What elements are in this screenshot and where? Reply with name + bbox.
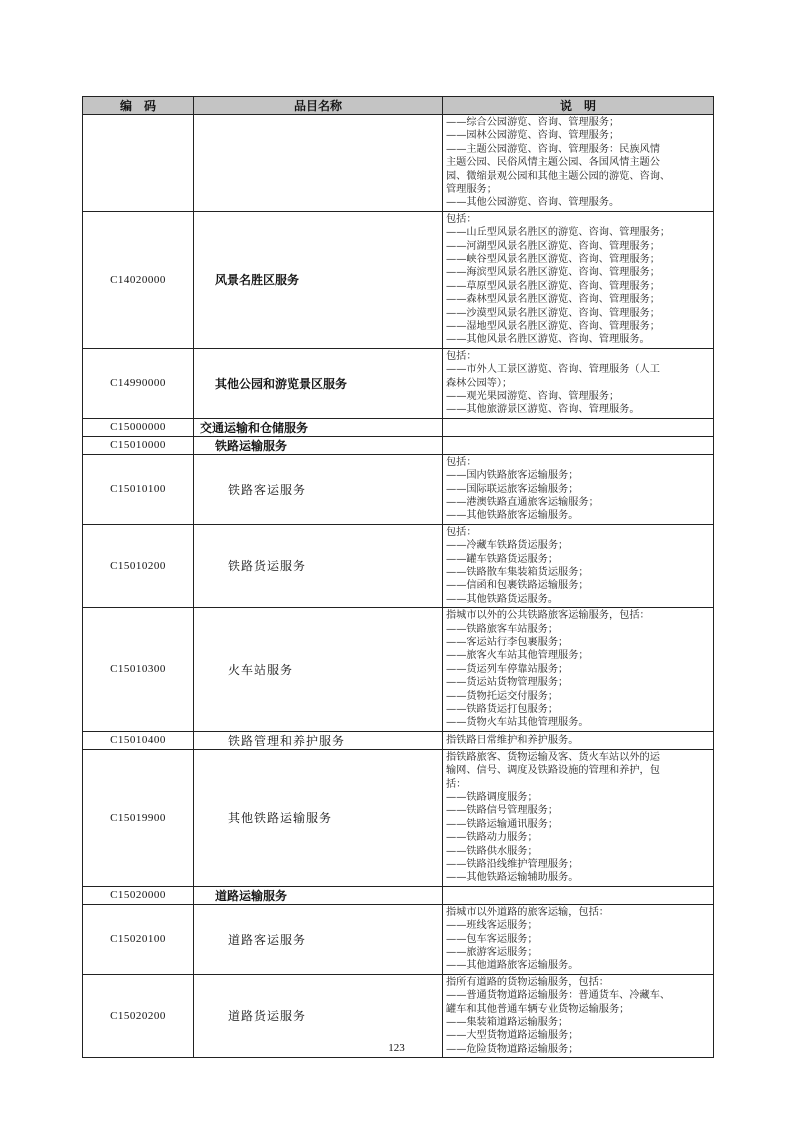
- catalog-table: [82, 96, 714, 1058]
- description-line: ——沙漠型风景名胜区游览、咨询、管理服务；: [446, 307, 660, 319]
- item-name: 道路运输服务: [194, 886, 443, 904]
- item-code: C15010000: [83, 436, 194, 454]
- description-line: ——其他铁路旅客运输服务。: [446, 510, 579, 522]
- description-line: ——货物托运交付服务；: [446, 690, 559, 702]
- item-description: [443, 886, 714, 904]
- description-line: ——铁路信号管理服务；: [446, 805, 559, 817]
- description-line: 包括：: [446, 350, 477, 362]
- description-line: 包括：: [446, 213, 477, 225]
- item-name: 铁路货运服务: [194, 524, 443, 607]
- description-line: ——综合公园游览、咨询、管理服务；: [446, 116, 620, 128]
- table-row: [83, 608, 714, 732]
- description-line: ——铁路散车集装箱货运服务；: [446, 566, 589, 578]
- description-line: ——国内铁路旅客运输服务；: [446, 470, 579, 482]
- description-line: 管理服务；: [446, 184, 497, 195]
- description-line: ——信函和包裹铁路运输服务；: [446, 580, 589, 592]
- description-line: ——其他铁路运输辅助服务。: [446, 872, 579, 884]
- description-line: ——其他旅游景区游览、咨询、管理服务。: [446, 404, 640, 416]
- description-line: ——观光果园游览、咨询、管理服务；: [446, 391, 620, 402]
- description-line: 主题公园、民俗风情主题公园、各国风情主题公: [446, 157, 660, 169]
- description-line: ——大型货物道路运输服务；: [446, 1030, 579, 1042]
- table-row: [83, 749, 714, 886]
- item-description: [443, 904, 714, 974]
- description-line: ——铁路沿线维护管理服务；: [446, 859, 579, 870]
- table-row: [83, 731, 714, 749]
- item-code: C15020100: [83, 904, 194, 974]
- item-code: C14020000: [83, 211, 194, 348]
- description-line: ——铁路旅客车站服务；: [446, 623, 559, 635]
- description-line: ——货物火车站其他管理服务。: [446, 717, 589, 729]
- description-line: ——峡谷型风景名胜区游览、咨询、管理服务；: [446, 253, 660, 265]
- description-line: ——港澳铁路直通旅客运输服务；: [446, 497, 599, 508]
- item-description: [443, 524, 714, 607]
- description-line: ——旅客火车站其他管理服务；: [446, 650, 589, 662]
- description-line: ——湿地型风景名胜区游览、咨询、管理服务；: [446, 321, 660, 333]
- item-name: 风景名胜区服务: [194, 211, 443, 348]
- item-name: 其他铁路运输服务: [194, 749, 443, 886]
- header-name: 品目名称: [194, 97, 443, 115]
- item-name: 交通运输和仓储服务: [194, 418, 443, 436]
- description-line: ——旅游客运服务；: [446, 946, 538, 958]
- description-line: 输网、信号、调度及铁路设施的管理和养护，包: [446, 765, 660, 777]
- description-line: 指所有道路的货物运输服务，包括：: [446, 976, 609, 988]
- description-line: ——河湖型风景名胜区游览、咨询、管理服务；: [446, 240, 660, 252]
- item-description: [443, 115, 714, 212]
- description-line: 指铁路日常维护和养护服务。: [446, 734, 579, 746]
- item-code: C15020200: [83, 974, 194, 1057]
- description-line: 包括：: [446, 526, 477, 538]
- item-description: [443, 749, 714, 886]
- item-description: [443, 418, 714, 436]
- table-row: [83, 904, 714, 974]
- item-description: [443, 436, 714, 454]
- item-name: 道路客运服务: [194, 904, 443, 974]
- item-code: C15010200: [83, 524, 194, 607]
- item-code: C15000000: [83, 418, 194, 436]
- description-line: 园、微缩景观公园和其他主题公园的游览、咨询、: [446, 170, 671, 182]
- description-line: ——客运站行李包裹服务；: [446, 636, 569, 648]
- item-name: 铁路运输服务: [194, 436, 443, 454]
- table-row: [83, 348, 714, 418]
- description-line: ——货运列车停靠站服务；: [446, 663, 569, 675]
- description-line: ——铁路动力服务；: [446, 832, 538, 844]
- item-code: C15010300: [83, 608, 194, 732]
- table-row: [83, 418, 714, 436]
- item-description: [443, 211, 714, 348]
- table-header: [83, 97, 714, 115]
- item-code: C15019900: [83, 749, 194, 886]
- description-line: ——海滨型风景名胜区游览、咨询、管理服务；: [446, 267, 660, 279]
- item-code: C15010400: [83, 731, 194, 749]
- description-line: ——其他道路旅客运输服务。: [446, 960, 579, 972]
- item-name: 铁路客运服务: [194, 454, 443, 524]
- item-code: C15010100: [83, 454, 194, 524]
- description-line: ——包车客运服务；: [446, 933, 538, 945]
- description-line: ——铁路调度服务；: [446, 791, 538, 803]
- table-row: [83, 886, 714, 904]
- description-line: 罐车和其他普通车辆专业货物运输服务；: [446, 1003, 630, 1015]
- item-code: [83, 115, 194, 212]
- item-code: C15020000: [83, 886, 194, 904]
- description-line: ——山丘型风景名胜区的游览、咨询、管理服务；: [446, 227, 671, 239]
- description-line: ——普通货物道路运输服务：普通货车、冷藏车、: [446, 990, 671, 1002]
- description-line: 指城市以外道路的旅客运输，包括：: [446, 906, 609, 918]
- item-description: [443, 608, 714, 732]
- header-code: 编 码: [83, 97, 194, 115]
- description-line: 包括：: [446, 456, 477, 468]
- description-line: ——主题公园游览、咨询、管理服务：民族风情: [446, 143, 660, 155]
- item-name: 其他公园和游览景区服务: [194, 348, 443, 418]
- table-row: [83, 115, 714, 212]
- header-desc: 说 明: [443, 97, 714, 115]
- item-description: [443, 454, 714, 524]
- description-line: ——其他公园游览、咨询、管理服务。: [446, 197, 620, 209]
- description-line: 括：: [446, 778, 467, 790]
- description-line: ——班线客运服务；: [446, 920, 538, 932]
- item-description: [443, 731, 714, 749]
- description-line: 指城市以外的公共铁路旅客运输服务，包括：: [446, 610, 650, 622]
- description-line: ——罐车铁路货运服务；: [446, 553, 559, 565]
- table-row: [83, 436, 714, 454]
- item-description: [443, 348, 714, 418]
- description-line: ——市外人工景区游览、咨询、管理服务（人工: [446, 364, 660, 376]
- item-name: 道路货运服务: [194, 974, 443, 1057]
- description-line: ——铁路运输通讯服务；: [446, 818, 559, 830]
- item-name: 铁路管理和养护服务: [194, 731, 443, 749]
- description-line: 指铁路旅客、货物运输及客、货火车站以外的运: [446, 751, 660, 763]
- description-line: ——园林公园游览、咨询、管理服务；: [446, 130, 620, 142]
- table-row: [83, 211, 714, 348]
- description-line: ——草原型风景名胜区游览、咨询、管理服务；: [446, 280, 660, 292]
- description-line: 森林公园等）；: [446, 377, 513, 389]
- description-line: ——国际联运旅客运输服务；: [446, 483, 579, 495]
- item-name: [194, 115, 443, 212]
- table-row: [83, 454, 714, 524]
- description-line: ——冷藏车铁路货运服务；: [446, 540, 569, 552]
- item-name: 火车站服务: [194, 608, 443, 732]
- item-code: C14990000: [83, 348, 194, 418]
- description-line: ——危险货物道路运输服务；: [446, 1043, 579, 1055]
- description-line: ——货运站货物管理服务；: [446, 677, 569, 689]
- description-line: ——铁路供水服务；: [446, 845, 538, 857]
- description-line: ——其他铁路货运服务。: [446, 593, 559, 605]
- description-line: ——森林型风景名胜区游览、咨询、管理服务；: [446, 294, 660, 306]
- description-line: ——集装箱道路运输服务；: [446, 1016, 569, 1028]
- description-line: ——其他风景名胜区游览、咨询、管理服务。: [446, 334, 650, 346]
- description-line: ——铁路货运打包服务；: [446, 704, 559, 715]
- page-number: 123: [388, 1042, 405, 1054]
- table-row: [83, 524, 714, 607]
